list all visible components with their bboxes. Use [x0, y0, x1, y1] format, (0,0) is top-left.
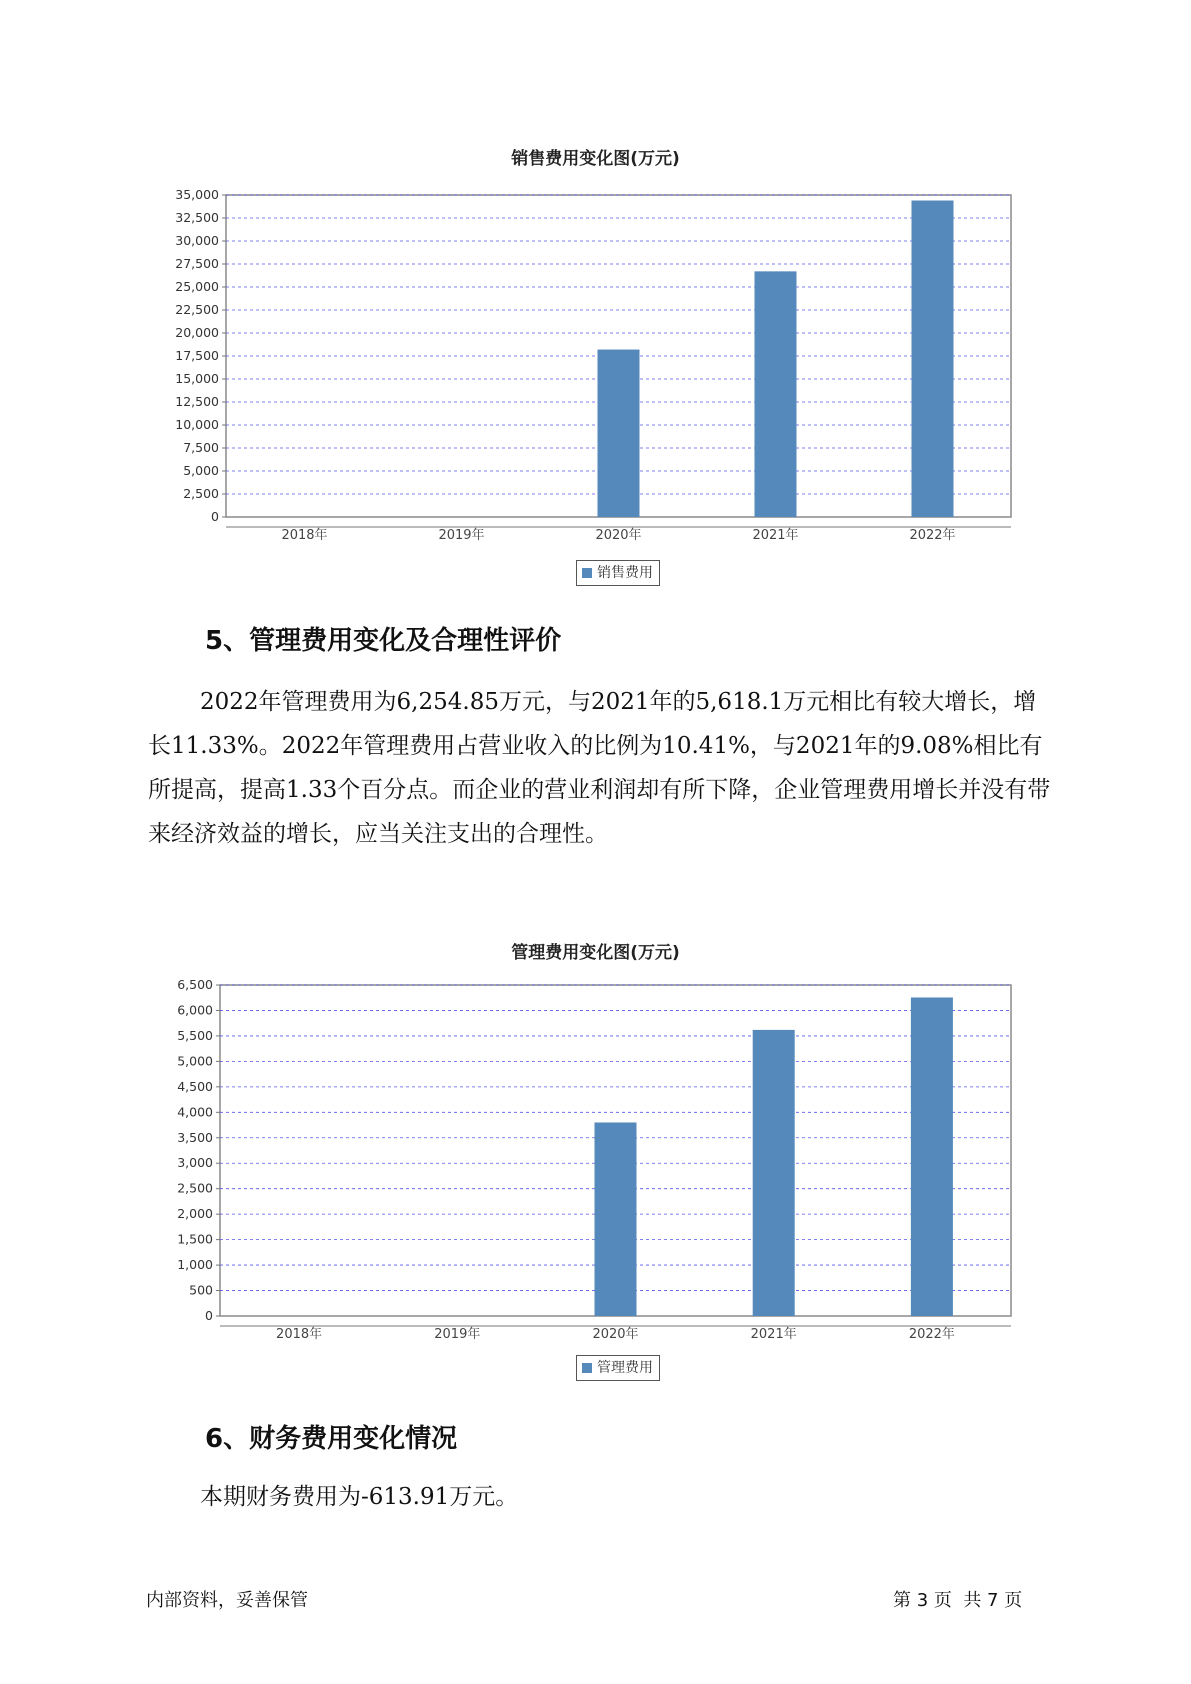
x-tick-label: 2021年	[750, 1327, 797, 1342]
bar	[598, 350, 640, 517]
y-tick-label: 0	[205, 1308, 213, 1323]
y-tick-label: 17,500	[175, 348, 219, 363]
x-tick-label: 2022年	[909, 528, 956, 543]
section-6-heading: 6、财务费用变化情况	[205, 1424, 458, 1454]
sales-expense-chart	[0, 160, 1191, 560]
legend-swatch	[582, 568, 592, 578]
y-tick-label: 2,500	[183, 486, 219, 501]
y-tick-label: 5,000	[183, 463, 219, 478]
chart-2-title: 管理费用变化图(万元)	[511, 943, 680, 963]
y-tick-label: 4,500	[177, 1078, 213, 1094]
y-tick-label: 1,000	[177, 1257, 213, 1273]
bar	[912, 201, 954, 517]
y-tick-label: 4,000	[177, 1104, 213, 1120]
y-tick-label: 30,000	[175, 233, 219, 248]
y-tick-label: 22,500	[175, 302, 219, 317]
section-5-heading: 5、管理费用变化及合理性评价	[205, 626, 562, 656]
legend-label: 销售费用	[597, 565, 653, 581]
y-tick-label: 2,000	[177, 1206, 213, 1222]
footer-page-number: 第 3 页 共 7 页	[893, 1590, 1023, 1611]
x-tick-label: 2018年	[276, 1327, 323, 1342]
bar	[595, 1122, 637, 1316]
x-tick-label: 2020年	[592, 1327, 639, 1342]
chart-1-legend	[576, 560, 660, 586]
x-tick-label: 2020年	[595, 528, 642, 543]
section-6-paragraph: 本期财务费用为-613.91万元。	[200, 1484, 519, 1510]
bar	[911, 997, 953, 1316]
y-tick-label: 2,500	[177, 1180, 213, 1196]
chart-1-title: 销售费用变化图(万元)	[511, 149, 680, 169]
bar	[755, 271, 797, 517]
y-tick-label: 3,000	[177, 1155, 213, 1171]
x-tick-label: 2018年	[281, 528, 328, 543]
admin-expense-chart	[0, 955, 1191, 1355]
y-tick-label: 25,000	[175, 279, 219, 294]
y-tick-label: 5,500	[177, 1027, 213, 1043]
legend-label: 管理费用	[597, 1360, 653, 1376]
y-tick-label: 5,000	[177, 1053, 213, 1069]
y-tick-label: 10,000	[175, 417, 219, 432]
y-tick-label: 27,500	[175, 256, 219, 271]
y-tick-label: 6,500	[177, 977, 213, 992]
x-tick-label: 2019年	[438, 528, 485, 543]
y-tick-label: 7,500	[183, 440, 219, 455]
y-tick-label: 1,500	[177, 1231, 213, 1247]
y-tick-label: 6,000	[177, 1002, 213, 1018]
y-tick-label: 35,000	[175, 187, 219, 202]
legend-swatch	[582, 1363, 592, 1373]
section-5-paragraph: 2022年管理费用为6,254.85万元，与2021年的5,618.1万元相比有较大增长，增长11.33%。2022年管理费用占营业收入的比例为10.41%，与2021年的9.08%相比有所提高，提高1.33个百分点。而企业的营业利润却有所下降，企业管理费用增长并没有带来经济效益的增长，应当关注支出的合理性。	[148, 689, 1051, 847]
y-tick-label: 12,500	[175, 394, 219, 409]
y-tick-label: 20,000	[175, 325, 219, 340]
footer-confidential-note: 内部资料，妥善保管	[146, 1590, 308, 1611]
y-tick-label: 32,500	[175, 210, 219, 225]
bar	[753, 1030, 795, 1316]
y-tick-label: 500	[189, 1282, 213, 1298]
y-tick-label: 15,000	[175, 371, 219, 386]
chart-2-legend	[576, 1355, 660, 1381]
x-tick-label: 2021年	[752, 528, 799, 543]
x-tick-label: 2019年	[434, 1327, 481, 1342]
y-tick-label: 3,500	[177, 1129, 213, 1145]
y-tick-label: 0	[211, 509, 219, 524]
x-tick-label: 2022年	[908, 1327, 955, 1342]
